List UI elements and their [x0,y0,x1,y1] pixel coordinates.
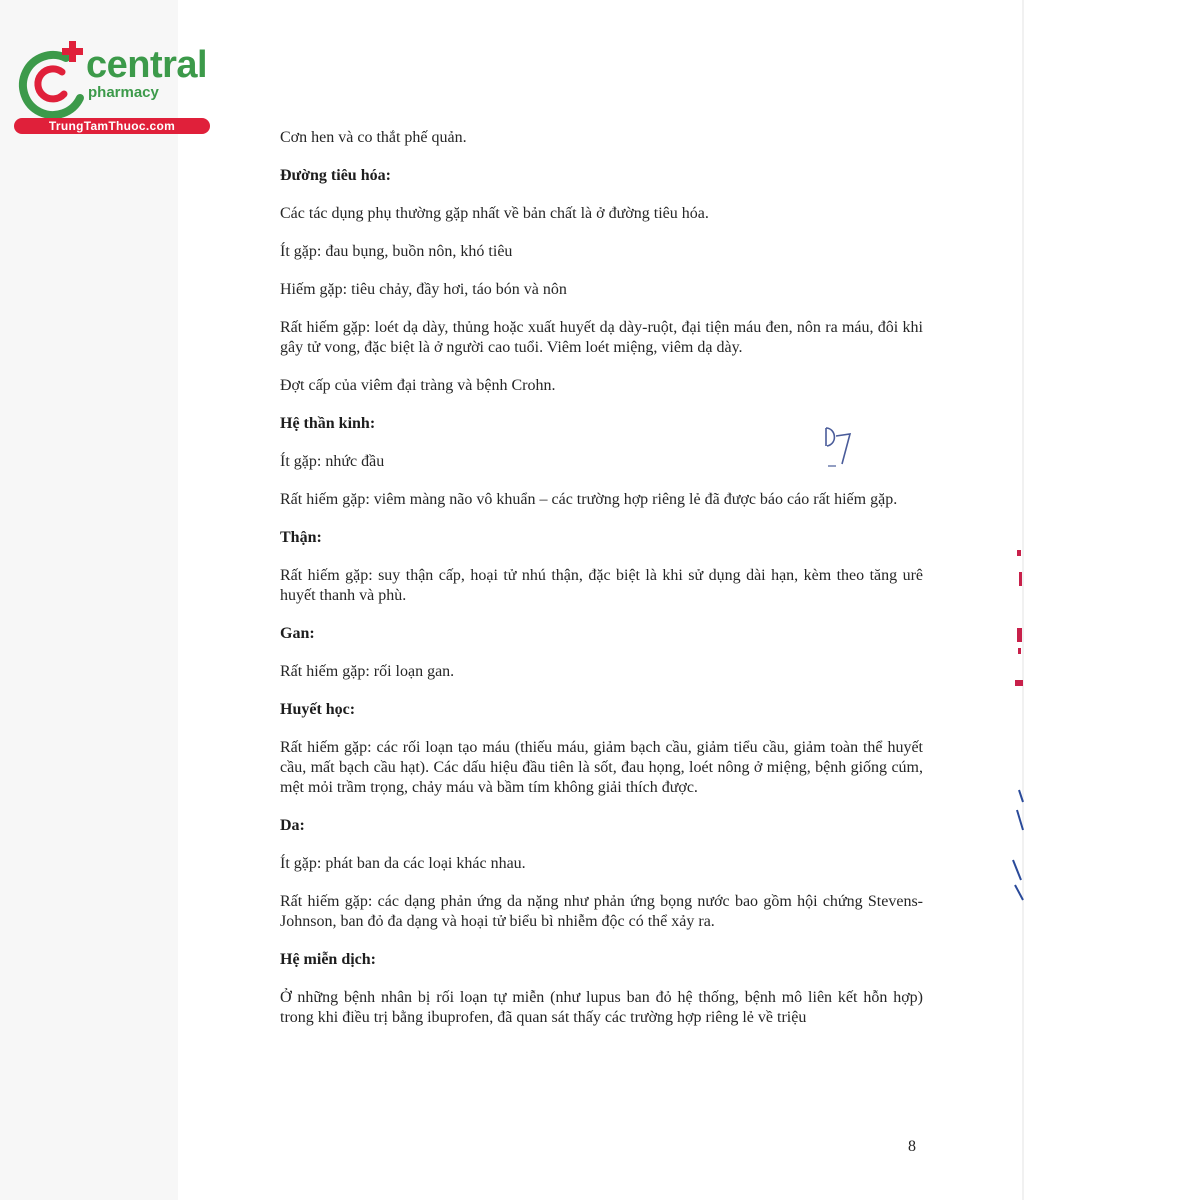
paragraph: Rất hiếm gặp: loét dạ dày, thủng hoặc xuất huyết dạ dày-ruột, đại tiện máu đen, nôn ra máu, đôi khi gây tử vong, đặc biệt là ở người cao tuổi. Viêm loét miệng, viêm dạ dày. [280,319,923,356]
section-heading: Đường tiêu hóa: [280,167,391,184]
section-heading: Huyết học: [280,701,356,718]
paragraph: Các tác dụng phụ thường gặp nhất về bản chất là ở đường tiêu hóa. [280,205,709,222]
scan-left-margin [0,0,178,1200]
section-heading: Hệ thần kinh: [280,415,376,432]
paragraph: Ít gặp: đau bụng, buồn nôn, khó tiêu [280,243,513,260]
paragraph: Ít gặp: phát ban da các loại khác nhau. [280,855,526,872]
paragraph: Đợt cấp của viêm đại tràng và bệnh Crohn. [280,377,556,394]
paragraph: Rất hiếm gặp: các dạng phản ứng da nặng như phản ứng bọng nước bao gồm hội chứng Stevens-Johnson, ban đỏ đa dạng và hoại tử biểu bì nhiễm độc có thể xảy ra. [280,893,923,930]
section-heading: Thận: [280,529,322,546]
section-heading: Hệ miễn dịch: [280,951,376,968]
paragraph: Rất hiếm gặp: viêm màng não vô khuẩn – các trường hợp riêng lẻ đã được báo cáo rất hiếm gặp. [280,491,898,508]
logo-text [86,46,207,102]
section-heading: Gan: [280,625,315,642]
paragraph: Ở những bệnh nhân bị rối loạn tự miễn (như lupus ban đỏ hệ thống, bệnh mô liên kết hỗn hợp) trong khi điều trị bằng ibuprofen, đã quan sát thấy các trường hợp riêng lẻ về triệu [280,989,923,1026]
paragraph: Cơn hen và co thắt phế quản. [280,129,467,146]
page-number: 8 [908,1138,916,1155]
logo-name: central [86,44,208,86]
scan-right-margin [1024,0,1200,1200]
logo-url-banner: TrungTamThuoc.com [14,118,210,134]
handwritten-annotation-icon [818,424,858,470]
paragraph: Hiếm gặp: tiêu chảy, đầy hơi, táo bón và nôn [280,281,567,298]
paragraph: Rất hiếm gặp: các rối loạn tạo máu (thiếu máu, giảm bạch cầu, giảm tiểu cầu, giảm toàn thể huyết cầu, mất bạch cầu hạt). Các dấu hiệu đầu tiên là sốt, đau họng, loét nông ở miệng, bệnh giống cúm, mệt mỏi trầm trọng, chảy máu và bầm tím không giải thích được. [280,739,923,796]
logo-subtitle: pharmacy [88,84,159,101]
paragraph: Rất hiếm gặp: rối loạn gan. [280,663,455,680]
paragraph: Ít gặp: nhức đầu [280,453,385,470]
section-heading: Da: [280,817,305,834]
stamp-marks-icon [1005,540,1035,910]
paragraph: Rất hiếm gặp: suy thận cấp, hoại tử nhú thận, đặc biệt là khi sử dụng dài hạn, kèm theo tăng urê huyết thanh và phù. [280,567,923,604]
document-body [280,128,923,1046]
